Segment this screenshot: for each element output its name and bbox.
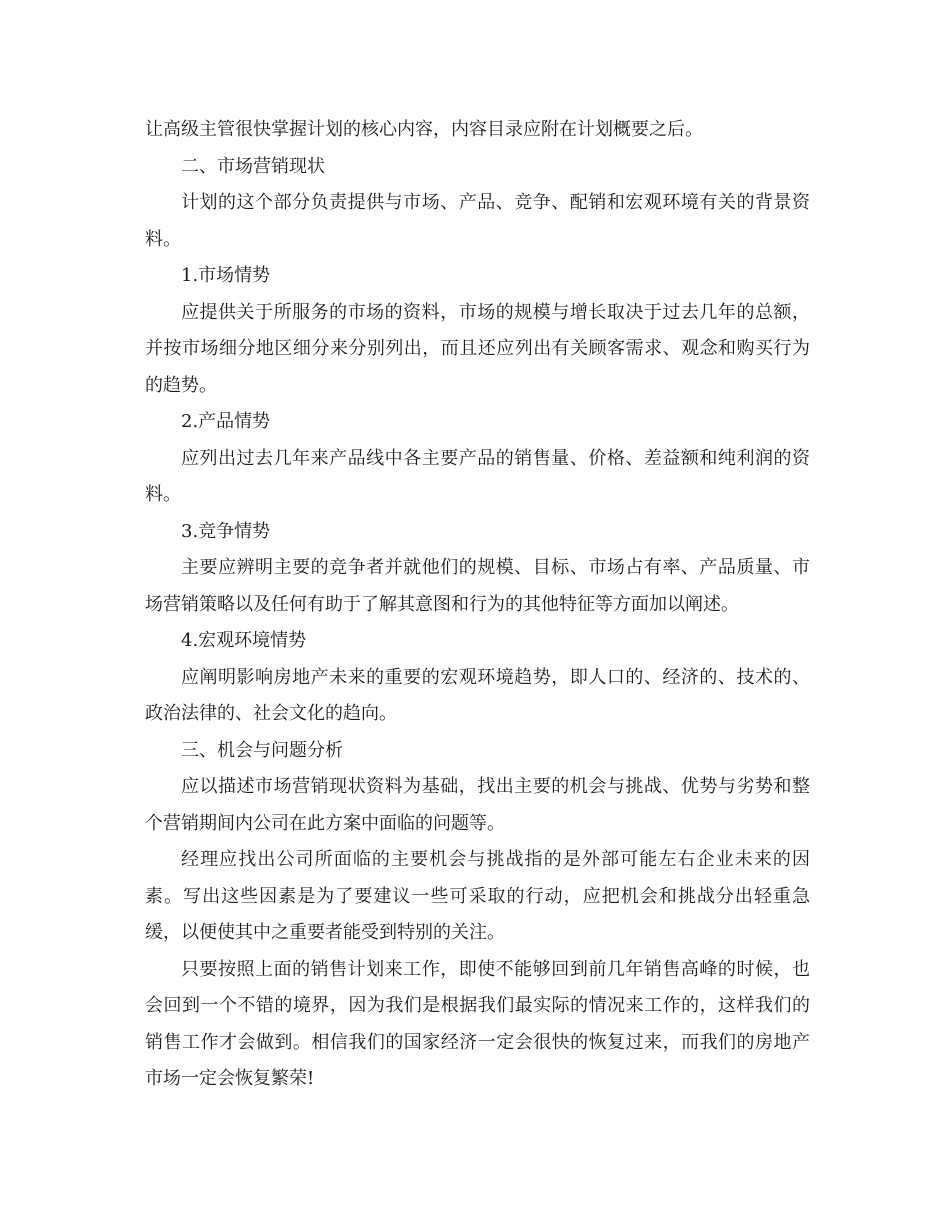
paragraph-competition-situation: 主要应辨明主要的竞争者并就他们的规模、目标、市场占有率、产品质量、市场营销策略以及任何有助于了解其意图和行为的其他特征等方面加以阐述。 bbox=[145, 557, 810, 615]
section-heading-opportunity-analysis: 三、机会与问题分析 bbox=[181, 739, 343, 761]
paragraph-opportunity-analysis: 应以描述市场营销现状资料为基础，找出主要的机会与挑战、优势与劣势和整个营销期间内公司在此方案中面临的问题等。 bbox=[145, 776, 810, 834]
subheading-macro-environment: 4.宏观环境情势 bbox=[181, 630, 307, 651]
paragraph-conclusion: 只要按照上面的销售计划来工作，即使不能够回到前几年销售高峰的时候，也会回到一个不错的境界，因为我们是根据我们最实际的情况来工作的，这样我们的销售工作才会做到。相信我们的国家经济一定会很快的恢复过来，而我们的房地产市场一定会恢复繁荣! bbox=[145, 958, 810, 1089]
subheading-market-situation: 1.市场情势 bbox=[181, 265, 271, 286]
paragraph-market-status: 计划的这个部分负责提供与市场、产品、竞争、配销和宏观环境有关的背景资料。 bbox=[145, 192, 810, 250]
paragraph-manager-opportunities: 经理应找出公司所面临的主要机会与挑战指的是外部可能左右企业未来的因素。写出这些因素是为了要建议一些可采取的行动，应把机会和挑战分出轻重急缓，以便使其中之重要者能受到特别的关注。 bbox=[145, 849, 810, 943]
subheading-competition-situation: 3.竞争情势 bbox=[181, 520, 271, 542]
paragraph-product-situation: 应列出过去几年来产品线中各主要产品的销售量、价格、差益额和纯利润的资料。 bbox=[145, 447, 810, 505]
paragraph-continuation: 让高级主管很快掌握计划的核心内容，内容目录应附在计划概要之后。 bbox=[145, 119, 703, 140]
subheading-product-situation: 2.产品情势 bbox=[181, 411, 271, 432]
document-body bbox=[145, 112, 810, 1098]
section-heading-market-status: 二、市场营销现状 bbox=[181, 155, 325, 177]
paragraph-macro-environment: 应阐明影响房地产未来的重要的宏观环境趋势，即人口的、经济的、技术的、政治法律的、社会文化的趋向。 bbox=[145, 666, 810, 724]
paragraph-market-situation: 应提供关于所服务的市场的资料，市场的规模与增长取决于过去几年的总额，并按市场细分地区细分来分别列出，而且还应列出有关顾客需求、观念和购买行为的趋势。 bbox=[145, 301, 810, 396]
